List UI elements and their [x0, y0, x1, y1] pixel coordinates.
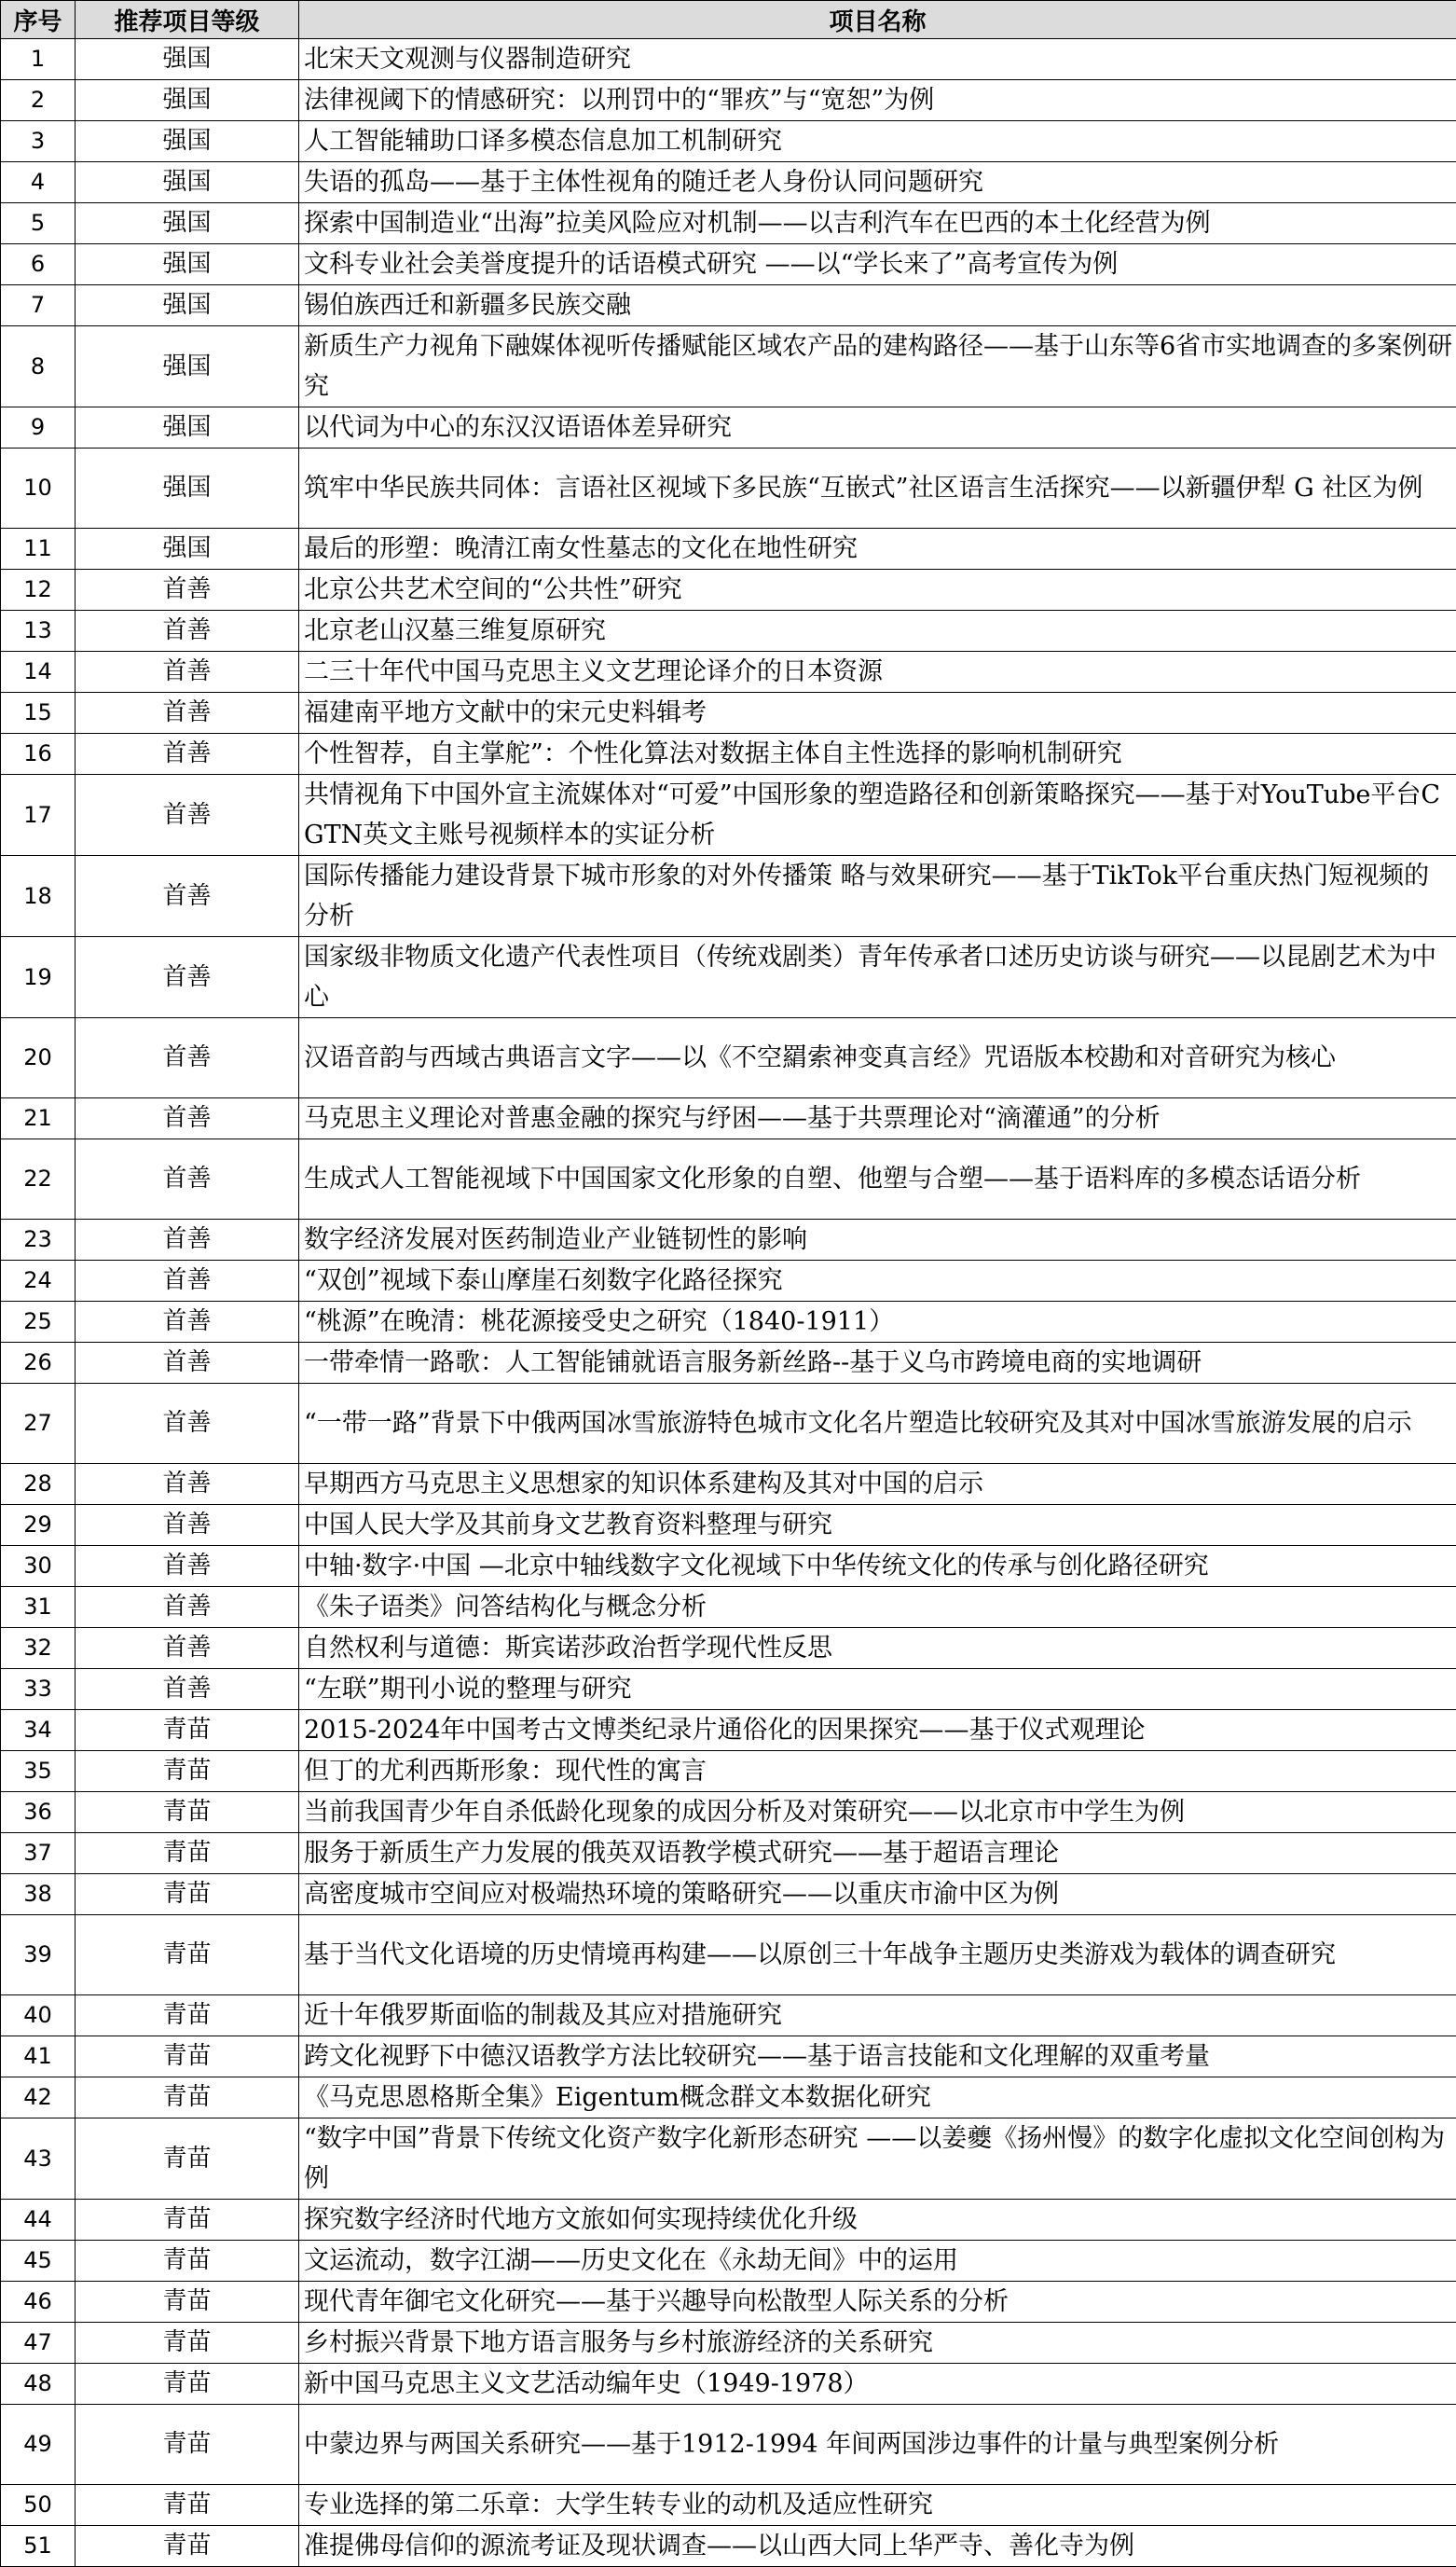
header-index: 序号	[1, 1, 76, 39]
table-row	[1, 407, 1456, 449]
table-row	[1, 693, 1456, 734]
row-level: 首善	[76, 1384, 299, 1464]
row-project-name: 探索中国制造业“出海”拉美风险应对机制——以吉利汽车在巴西的本土化经营为例	[299, 203, 1456, 244]
row-index: 2	[1, 80, 76, 121]
row-index: 25	[1, 1302, 76, 1343]
table-row	[1, 39, 1456, 80]
table-row	[1, 1628, 1456, 1669]
header-project-name: 项目名称	[299, 1, 1456, 39]
row-index: 20	[1, 1018, 76, 1098]
row-index: 51	[1, 2526, 76, 2567]
table-row	[1, 652, 1456, 693]
row-level: 青苗	[76, 2036, 299, 2077]
table-row	[1, 203, 1456, 244]
row-index: 27	[1, 1384, 76, 1464]
table-row	[1, 1098, 1456, 1139]
row-level: 青苗	[76, 2364, 299, 2405]
row-level: 首善	[76, 1505, 299, 1546]
row-index: 26	[1, 1343, 76, 1384]
row-index: 19	[1, 937, 76, 1018]
row-project-name: 文运流动，数字江湖——历史文化在《永劫无间》中的运用	[299, 2241, 1456, 2282]
row-project-name: 中蒙边界与两国关系研究——基于1912-1994 年间两国涉边事件的计量与典型案例分析	[299, 2405, 1456, 2485]
row-level: 青苗	[76, 2282, 299, 2323]
row-project-name: 福建南平地方文献中的宋元史料辑考	[299, 693, 1456, 734]
row-level: 强国	[76, 244, 299, 285]
row-level: 强国	[76, 407, 299, 449]
row-project-name: 准提佛母信仰的源流考证及现状调查——以山西大同上华严寺、善化寺为例	[299, 2526, 1456, 2567]
row-index: 24	[1, 1261, 76, 1302]
row-project-name: 失语的孤岛——基于主体性视角的随迁老人身份认同问题研究	[299, 162, 1456, 203]
table-row	[1, 2282, 1456, 2323]
row-level: 首善	[76, 693, 299, 734]
table-row	[1, 570, 1456, 611]
row-level: 青苗	[76, 2118, 299, 2200]
row-level: 青苗	[76, 2241, 299, 2282]
table-row	[1, 1995, 1456, 2036]
row-level: 首善	[76, 856, 299, 937]
row-level: 青苗	[76, 2405, 299, 2485]
row-project-name: 北京公共艺术空间的“公共性”研究	[299, 570, 1456, 611]
row-index: 22	[1, 1139, 76, 1220]
row-level: 强国	[76, 162, 299, 203]
row-level: 首善	[76, 1220, 299, 1261]
row-index: 48	[1, 2364, 76, 2405]
row-project-name: 《朱子语类》问答结构化与概念分析	[299, 1587, 1456, 1628]
row-level: 首善	[76, 1018, 299, 1098]
row-index: 15	[1, 693, 76, 734]
row-level: 首善	[76, 1464, 299, 1505]
row-index: 39	[1, 1915, 76, 1995]
row-index: 5	[1, 203, 76, 244]
row-level: 首善	[76, 1139, 299, 1220]
row-index: 42	[1, 2077, 76, 2118]
row-level: 首善	[76, 937, 299, 1018]
row-level: 青苗	[76, 1751, 299, 1792]
row-level: 强国	[76, 80, 299, 121]
row-level: 首善	[76, 1587, 299, 1628]
table-row	[1, 734, 1456, 775]
row-project-name: “一带一路”背景下中俄两国冰雪旅游特色城市文化名片塑造比较研究及其对中国冰雪旅游发展的启示	[299, 1384, 1456, 1464]
row-index: 9	[1, 407, 76, 449]
row-project-name: 服务于新质生产力发展的俄英双语教学模式研究——基于超语言理论	[299, 1833, 1456, 1874]
table-row	[1, 2364, 1456, 2405]
row-level: 青苗	[76, 2323, 299, 2364]
row-level: 首善	[76, 1628, 299, 1669]
row-project-name: 乡村振兴背景下地方语言服务与乡村旅游经济的关系研究	[299, 2323, 1456, 2364]
row-index: 35	[1, 1751, 76, 1792]
row-level: 青苗	[76, 1915, 299, 1995]
row-project-name: 专业选择的第二乐章：大学生转专业的动机及适应性研究	[299, 2485, 1456, 2526]
row-level: 强国	[76, 39, 299, 80]
row-level: 首善	[76, 1669, 299, 1710]
row-project-name: 2015-2024年中国考古文博类纪录片通俗化的因果探究——基于仪式观理论	[299, 1710, 1456, 1751]
row-index: 30	[1, 1546, 76, 1587]
table-row	[1, 449, 1456, 529]
row-project-name: 数字经济发展对医药制造业产业链韧性的影响	[299, 1220, 1456, 1261]
table-row	[1, 285, 1456, 326]
table-row	[1, 856, 1456, 937]
row-project-name: 以代词为中心的东汉汉语语体差异研究	[299, 407, 1456, 449]
row-index: 7	[1, 285, 76, 326]
row-level: 强国	[76, 121, 299, 162]
table-row	[1, 529, 1456, 570]
table-row	[1, 2405, 1456, 2485]
row-project-name: “桃源”在晚清：桃花源接受史之研究（1840-1911）	[299, 1302, 1456, 1343]
table-row	[1, 937, 1456, 1018]
table-row	[1, 1915, 1456, 1995]
row-project-name: “左联”期刊小说的整理与研究	[299, 1669, 1456, 1710]
table-row	[1, 1343, 1456, 1384]
row-level: 强国	[76, 203, 299, 244]
row-level: 首善	[76, 1261, 299, 1302]
table-row	[1, 1464, 1456, 1505]
table-row	[1, 2118, 1456, 2200]
row-level: 首善	[76, 775, 299, 856]
table-row	[1, 1302, 1456, 1343]
header-level: 推荐项目等级	[76, 1, 299, 39]
table-row	[1, 2241, 1456, 2282]
row-project-name: 跨文化视野下中德汉语教学方法比较研究——基于语言技能和文化理解的双重考量	[299, 2036, 1456, 2077]
row-project-name: 国际传播能力建设背景下城市形象的对外传播策 略与效果研究——基于TikTok平台重庆热门短视频的分析	[299, 856, 1456, 937]
row-project-name: “数字中国”背景下传统文化资产数字化新形态研究 ——以姜夔《扬州慢》的数字化虚拟文化空间创构为例	[299, 2118, 1456, 2200]
row-level: 青苗	[76, 1874, 299, 1915]
table-row	[1, 80, 1456, 121]
row-project-name: 国家级非物质文化遗产代表性项目（传统戏剧类）青年传承者口述历史访谈与研究——以昆剧艺术为中心	[299, 937, 1456, 1018]
table-row	[1, 121, 1456, 162]
row-project-name: 马克思主义理论对普惠金融的探究与纾困——基于共票理论对“滴灌通”的分析	[299, 1098, 1456, 1139]
row-project-name: 自然权利与道德：斯宾诺莎政治哲学现代性反思	[299, 1628, 1456, 1669]
row-project-name: 二三十年代中国马克思主义文艺理论译介的日本资源	[299, 652, 1456, 693]
row-project-name: 北京老山汉墓三维复原研究	[299, 611, 1456, 652]
row-project-name: 共情视角下中国外宣主流媒体对“可爱”中国形象的塑造路径和创新策略探究——基于对YouTube平台CGTN英文主账号视频样本的实证分析	[299, 775, 1456, 856]
row-index: 12	[1, 570, 76, 611]
row-level: 强国	[76, 529, 299, 570]
row-index: 45	[1, 2241, 76, 2282]
row-project-name: 筑牢中华民族共同体：言语社区视域下多民族“互嵌式”社区语言生活探究——以新疆伊犁 G 社区为例	[299, 449, 1456, 529]
row-index: 23	[1, 1220, 76, 1261]
row-index: 11	[1, 529, 76, 570]
row-project-name: 生成式人工智能视域下中国国家文化形象的自塑、他塑与合塑——基于语料库的多模态话语分析	[299, 1139, 1456, 1220]
row-index: 34	[1, 1710, 76, 1751]
row-level: 强国	[76, 449, 299, 529]
table-row	[1, 1833, 1456, 1874]
row-project-name: 早期西方马克思主义思想家的知识体系建构及其对中国的启示	[299, 1464, 1456, 1505]
row-index: 28	[1, 1464, 76, 1505]
row-project-name: 但丁的尤利西斯形象：现代性的寓言	[299, 1751, 1456, 1792]
row-level: 青苗	[76, 1995, 299, 2036]
row-index: 50	[1, 2485, 76, 2526]
row-level: 青苗	[76, 1710, 299, 1751]
row-index: 21	[1, 1098, 76, 1139]
row-index: 40	[1, 1995, 76, 2036]
row-index: 13	[1, 611, 76, 652]
row-index: 32	[1, 1628, 76, 1669]
row-project-name: 近十年俄罗斯面临的制裁及其应对措施研究	[299, 1995, 1456, 2036]
row-index: 47	[1, 2323, 76, 2364]
row-index: 1	[1, 39, 76, 80]
row-level: 青苗	[76, 1792, 299, 1833]
row-project-name: 现代青年御宅文化研究——基于兴趣导向松散型人际关系的分析	[299, 2282, 1456, 2323]
row-project-name: 北宋天文观测与仪器制造研究	[299, 39, 1456, 80]
row-index: 16	[1, 734, 76, 775]
table-row	[1, 1874, 1456, 1915]
row-project-name: 《马克思恩格斯全集》Eigentum概念群文本数据化研究	[299, 2077, 1456, 2118]
row-project-name: 探究数字经济时代地方文旅如何实现持续优化升级	[299, 2200, 1456, 2241]
row-index: 4	[1, 162, 76, 203]
table-row	[1, 1792, 1456, 1833]
row-project-name: 新质生产力视角下融媒体视听传播赋能区域农产品的建构路径——基于山东等6省市实地调查的多案例研究	[299, 326, 1456, 407]
row-project-name: 个性智荐，自主掌舵”：个性化算法对数据主体自主性选择的影响机制研究	[299, 734, 1456, 775]
row-level: 首善	[76, 570, 299, 611]
table-body	[1, 39, 1456, 2567]
row-index: 10	[1, 449, 76, 529]
row-index: 29	[1, 1505, 76, 1546]
table-row	[1, 1220, 1456, 1261]
row-project-name: 人工智能辅助口译多模态信息加工机制研究	[299, 121, 1456, 162]
row-index: 36	[1, 1792, 76, 1833]
row-level: 青苗	[76, 1833, 299, 1874]
row-level: 青苗	[76, 2077, 299, 2118]
row-project-name: 一带牵情一路歌：人工智能铺就语言服务新丝路--基于义乌市跨境电商的实地调研	[299, 1343, 1456, 1384]
table-row	[1, 1384, 1456, 1464]
header-row	[1, 1, 1456, 39]
row-index: 49	[1, 2405, 76, 2485]
table-row	[1, 1669, 1456, 1710]
row-project-name: 汉语音韵与西域古典语言文字——以《不空羂索神变真言经》咒语版本校勘和对音研究为核心	[299, 1018, 1456, 1098]
row-index: 14	[1, 652, 76, 693]
row-project-name: 中轴·数字·中国 —北京中轴线数字文化视域下中华传统文化的传承与创化路径研究	[299, 1546, 1456, 1587]
row-project-name: 锡伯族西迁和新疆多民族交融	[299, 285, 1456, 326]
table-row	[1, 326, 1456, 407]
table-row	[1, 611, 1456, 652]
table-row	[1, 2200, 1456, 2241]
table-row	[1, 775, 1456, 856]
table-row	[1, 1139, 1456, 1220]
table-row	[1, 1546, 1456, 1587]
row-level: 首善	[76, 1098, 299, 1139]
table-row	[1, 2526, 1456, 2567]
row-level: 首善	[76, 734, 299, 775]
row-level: 强国	[76, 326, 299, 407]
row-project-name: 法律视阈下的情感研究：以刑罚中的“罪疚”与“宽恕”为例	[299, 80, 1456, 121]
row-index: 41	[1, 2036, 76, 2077]
row-level: 强国	[76, 285, 299, 326]
table-row	[1, 1018, 1456, 1098]
table-row	[1, 1751, 1456, 1792]
table-row	[1, 2036, 1456, 2077]
row-level: 青苗	[76, 2200, 299, 2241]
table-row	[1, 2485, 1456, 2526]
table-row	[1, 162, 1456, 203]
row-index: 33	[1, 1669, 76, 1710]
row-level: 首善	[76, 1302, 299, 1343]
row-project-name: 新中国马克思主义文艺活动编年史（1949-1978）	[299, 2364, 1456, 2405]
row-index: 3	[1, 121, 76, 162]
row-index: 17	[1, 775, 76, 856]
row-level: 青苗	[76, 2526, 299, 2567]
row-project-name: 中国人民大学及其前身文艺教育资料整理与研究	[299, 1505, 1456, 1546]
table-row	[1, 1587, 1456, 1628]
row-index: 38	[1, 1874, 76, 1915]
table-row	[1, 1710, 1456, 1751]
row-level: 首善	[76, 652, 299, 693]
table-row	[1, 1505, 1456, 1546]
row-level: 首善	[76, 1343, 299, 1384]
row-project-name: 文科专业社会美誉度提升的话语模式研究 ——以“学长来了”高考宣传为例	[299, 244, 1456, 285]
row-index: 44	[1, 2200, 76, 2241]
row-index: 8	[1, 326, 76, 407]
row-index: 46	[1, 2282, 76, 2323]
row-level: 青苗	[76, 2485, 299, 2526]
row-index: 31	[1, 1587, 76, 1628]
row-project-name: “双创”视域下泰山摩崖石刻数字化路径探究	[299, 1261, 1456, 1302]
row-project-name: 当前我国青少年自杀低龄化现象的成因分析及对策研究——以北京市中学生为例	[299, 1792, 1456, 1833]
table-row	[1, 244, 1456, 285]
row-index: 6	[1, 244, 76, 285]
row-index: 43	[1, 2118, 76, 2200]
row-project-name: 最后的形塑：晚清江南女性墓志的文化在地性研究	[299, 529, 1456, 570]
row-level: 首善	[76, 611, 299, 652]
row-index: 37	[1, 1833, 76, 1874]
row-project-name: 高密度城市空间应对极端热环境的策略研究——以重庆市渝中区为例	[299, 1874, 1456, 1915]
row-level: 首善	[76, 1546, 299, 1587]
table-row	[1, 2323, 1456, 2364]
table-row	[1, 1261, 1456, 1302]
table-row	[1, 2077, 1456, 2118]
row-index: 18	[1, 856, 76, 937]
row-project-name: 基于当代文化语境的历史情境再构建——以原创三十年战争主题历史类游戏为载体的调查研究	[299, 1915, 1456, 1995]
